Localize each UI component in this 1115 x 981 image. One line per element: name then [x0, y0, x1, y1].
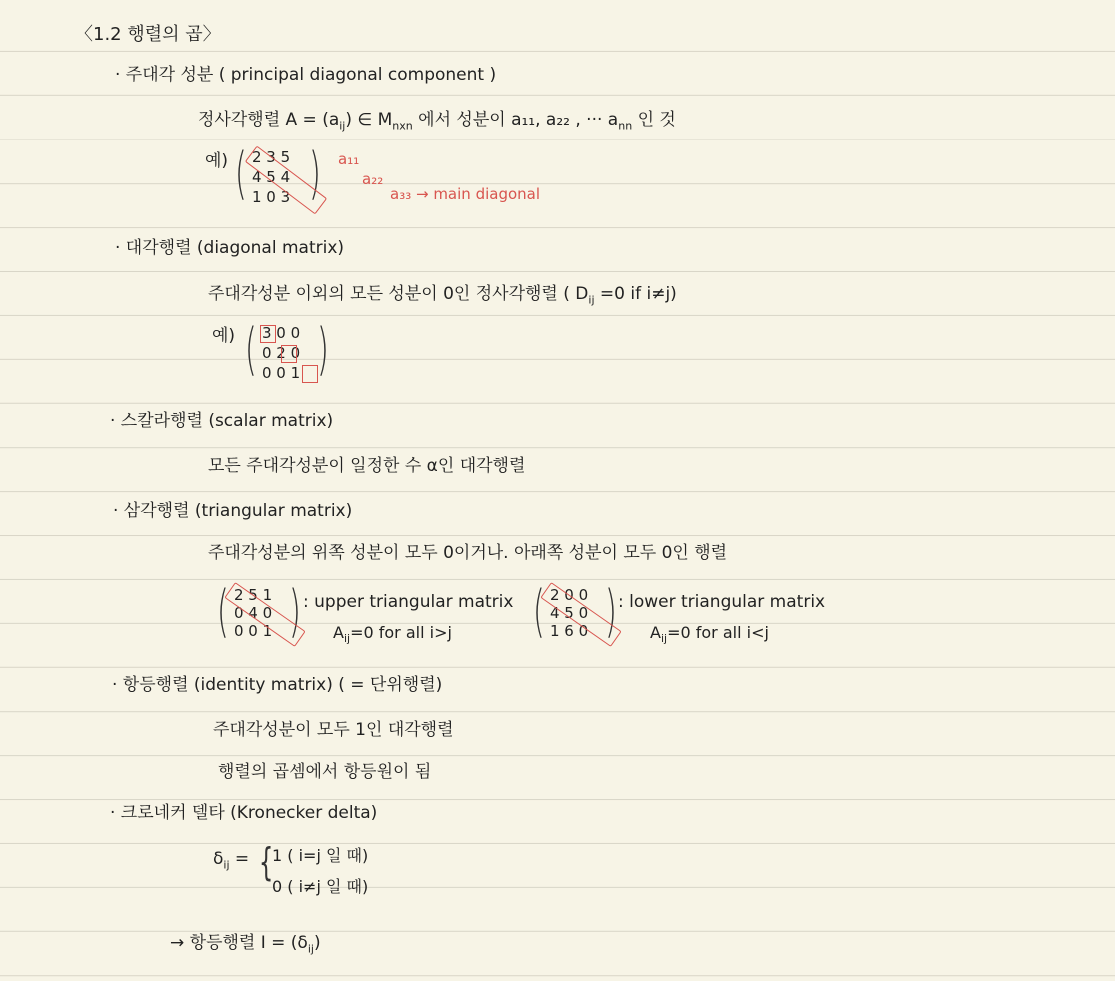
matrix-row: 0 0 1	[234, 622, 273, 640]
diagonal-entry-highlight	[281, 345, 297, 363]
matrix-row: 3 0 0	[262, 324, 301, 342]
identity-matrix-definition: 주대각성분이 모두 1인 대각행렬	[213, 720, 454, 740]
matrix-row: 4 5 0	[550, 604, 589, 622]
right-paren: )	[604, 579, 617, 644]
matrix-row: 0 0 1	[262, 364, 301, 382]
matrix-row: 2 3 5	[252, 148, 291, 166]
page-title: 〈1.2 행렬의 곱〉	[75, 24, 221, 45]
diagonal-matrix-definition: 주대각성분 이외의 모든 성분이 0인 정사각행렬 ( $D_{ij} =0$ if i≠j)	[208, 284, 677, 307]
annotation-a22: a₂₂	[362, 170, 384, 188]
example-label: 예)	[212, 326, 236, 346]
kronecker-case-not-equal: 0 ( i≠j 일 때)	[272, 877, 369, 896]
matrix-row: 0 2 0	[262, 344, 301, 362]
triangular-matrix-definition: 주대각성분의 위쪽 성분이 모두 0이거나. 아래쪽 성분이 모두 0인 행렬	[208, 543, 728, 563]
annotation-a11: a₁₁	[338, 150, 360, 168]
bullet-scalar-matrix: · 스칼라행렬 (scalar matrix)	[110, 411, 334, 431]
right-paren: )	[316, 317, 329, 382]
identity-matrix-property: 행렬의 곱셈에서 항등원이 됨	[218, 762, 432, 782]
left-paren: (	[234, 141, 247, 206]
bullet-kronecker-delta: · 크로네커 델타 (Kronecker delta)	[110, 803, 378, 823]
matrix-row: 0 4 0	[234, 604, 273, 622]
diagonal-entry-highlight	[260, 325, 276, 343]
kronecker-case-equal: 1 ( i=j 일 때)	[272, 846, 369, 865]
example-label: 예)	[205, 151, 229, 171]
lower-triangular-label: : lower triangular matrix	[618, 592, 826, 612]
bullet-principal-diagonal: · 주대각 성분 ( principal diagonal component )	[115, 65, 497, 85]
left-paren: (	[532, 579, 545, 644]
upper-triangular-label: : upper triangular matrix	[303, 592, 514, 612]
matrix-row: 1 6 0	[550, 622, 589, 640]
diagonal-entry-highlight	[302, 365, 318, 383]
matrix-row: 2 5 1	[234, 586, 273, 604]
annotation-a33-main-diagonal: a₃₃ → main diagonal	[390, 185, 541, 203]
upper-triangular-condition: $A_{ij}=0$ for all i>j	[333, 623, 452, 646]
right-paren: )	[308, 141, 321, 206]
example-matrix-1	[236, 142, 326, 212]
lower-triangular-condition: $A_{ij}=0$ for all i<j	[650, 623, 769, 646]
cases-brace: {	[258, 840, 274, 884]
matrix-row: 2 0 0	[550, 586, 589, 604]
lower-triangular-matrix	[532, 579, 626, 646]
scalar-matrix-definition: 모든 주대각성분이 일정한 수 α인 대각행렬	[208, 456, 526, 476]
left-paren: (	[216, 579, 229, 644]
bullet-identity-matrix: · 항등행렬 (identity matrix) ( = 단위행렬)	[112, 675, 443, 695]
left-paren: (	[244, 317, 257, 382]
bullet-diagonal-matrix: · 대각행렬 (diagonal matrix)	[115, 238, 345, 258]
right-paren: )	[288, 579, 301, 644]
principal-diagonal-definition: 정사각행렬 $A = (a_{ij})$ ∈ $M_{nxn}$ 에서 성분이 a₁₁, a₂₂ , ··· $a_{nn}$ 인 것	[198, 110, 676, 133]
identity-kronecker-conclusion: → 항등행렬 $I = (\delta_{ij})$	[170, 933, 321, 956]
matrix-row: 4 5 4	[252, 168, 291, 186]
example-matrix-2	[244, 317, 336, 384]
bullet-triangular-matrix: · 삼각행렬 (triangular matrix)	[113, 501, 353, 521]
matrix-row: 1 0 3	[252, 188, 291, 206]
upper-triangular-matrix	[216, 579, 310, 646]
kronecker-delta-lhs: $\delta_{ij}$ =	[213, 849, 250, 872]
